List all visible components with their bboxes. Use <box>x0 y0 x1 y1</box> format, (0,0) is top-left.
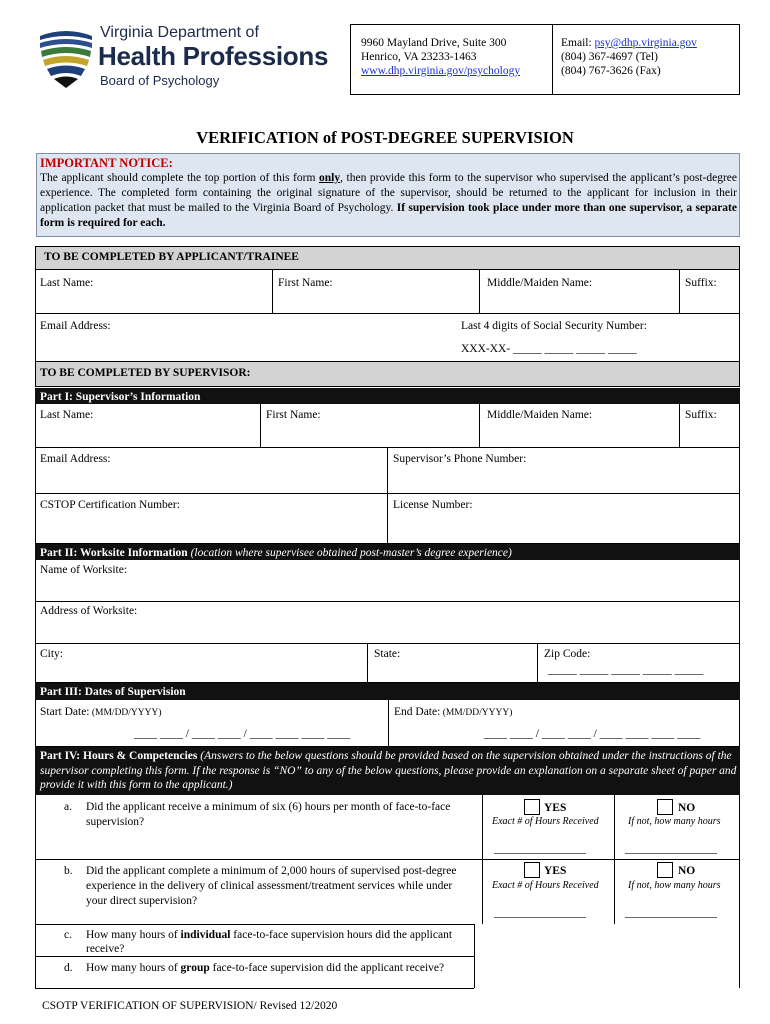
part2-header-note: (location where supervisee obtained post-master’s degree experience) <box>190 547 512 559</box>
contact-fax: (804) 767-3626 (Fax) <box>561 65 661 77</box>
question-a-no-sub: If not, how many hours <box>628 816 721 827</box>
logo-line1: Virginia Department of <box>100 24 259 41</box>
question-c-answer-field[interactable] <box>475 925 739 956</box>
end-date-label: End Date: (MM/DD/YYYY) <box>394 706 513 718</box>
start-date-label: Start Date: (MM/DD/YYYY) <box>40 706 162 718</box>
supervisor-email-field[interactable]: Email Address: <box>40 453 111 465</box>
part2-header: Part II: Worksite Information (location where supervisee obtained post-master’s degree experience) <box>40 547 512 559</box>
part1-header: Part I: Supervisor’s Information <box>40 391 201 403</box>
supervisor-middle-name-field[interactable]: Middle/Maiden Name: <box>487 409 593 421</box>
applicant-middle-name-field[interactable]: Middle/Maiden Name: <box>487 277 593 289</box>
question-a-text: Did the applicant receive a minimum of six (6) hours per month of face-to-face supervision? <box>86 801 451 828</box>
board-website-link[interactable]: www.dhp.virginia.gov/psychology <box>361 65 521 77</box>
worksite-zip-label: Zip Code: <box>544 648 591 660</box>
question-a-hours-field[interactable]: ________________ <box>494 843 586 855</box>
question-a-yes-checkbox[interactable] <box>524 799 540 815</box>
question-a-no-checkbox[interactable] <box>657 799 673 815</box>
question-c-text: How many hours of individual face-to-face supervision hours did the applicant receive? <box>86 929 453 955</box>
question-b-no-label: NO <box>678 865 696 877</box>
dhp-logo-icon <box>36 26 96 90</box>
applicant-email-field[interactable]: Email Address: <box>40 320 111 332</box>
footer-text: CSOTP VERIFICATION OF SUPERVISION/ Revised 12/2020 <box>42 1000 338 1012</box>
question-a-no-label: NO <box>678 802 696 814</box>
contact-tel: (804) 367-4697 (Tel) <box>561 51 658 63</box>
logo-line2: Health Professions <box>98 41 329 71</box>
question-b-yes-sub: Exact # of Hours Received <box>492 880 599 891</box>
notice-heading: IMPORTANT NOTICE: <box>40 156 173 170</box>
question-b-no-sub: If not, how many hours <box>628 880 721 891</box>
applicant-ssn-field[interactable]: XXX-XX- _____ _____ _____ _____ <box>461 343 637 355</box>
contact-block <box>561 36 697 78</box>
board-email-link[interactable]: psy@dhp.virginia.gov <box>594 37 697 49</box>
email-prefix: Email: <box>561 37 595 49</box>
worksite-address-field[interactable]: Address of Worksite: <box>40 605 138 617</box>
supervisor-header-label: TO BE COMPLETED BY SUPERVISOR: <box>40 367 251 379</box>
applicant-first-name-field[interactable]: First Name: <box>278 277 333 289</box>
notice-text: The applicant should complete the top portion of this form only, then provide this form to the supervisor who supervised the applicant’s post-degree experience. The completed form containing the original signature of the supervisor, should be returned to the applicant for inclusion in their application packet that must be mailed to the Virginia Board of Psychology. If supervision took place under more than one supervisor, a separate form is required for each. <box>40 172 737 229</box>
supervisor-suffix-field[interactable]: Suffix: <box>685 409 717 421</box>
part4-header-note: (Answers to the below questions should be provided based on the supervision obtained under the instructions of the supervisor completing this form. If the response is “NO” to any of the below questions, please provide an explanation on a separate sheet of paper and provide it with this form to the applicant.) <box>40 750 737 791</box>
applicant-suffix-field[interactable]: Suffix: <box>685 277 717 289</box>
question-b-hours-field[interactable]: ________________ <box>494 907 586 919</box>
supervisor-first-name-field[interactable]: First Name: <box>266 409 321 421</box>
question-d-text: How many hours of group face-to-face supervision did the applicant receive? <box>86 962 445 974</box>
worksite-city-field[interactable]: City: <box>40 648 64 660</box>
start-date-field[interactable]: ____ ____ / ____ ____ / ____ ____ ____ ____ <box>134 728 351 740</box>
applicant-last-name-field[interactable]: Last Name: <box>40 277 94 289</box>
worksite-name-field[interactable]: Name of Worksite: <box>40 564 128 576</box>
address-block <box>361 36 520 78</box>
supervisor-phone-field[interactable]: Supervisor’s Phone Number: <box>393 453 527 465</box>
question-b-yes-checkbox[interactable] <box>524 862 540 878</box>
worksite-state-field[interactable]: State: <box>374 648 401 660</box>
license-number-field[interactable]: License Number: <box>393 499 473 511</box>
question-d-letter: d. <box>64 962 73 974</box>
address-line1: 9960 Mayland Drive, Suite 300 <box>361 37 507 49</box>
question-a-no-hours-field[interactable]: ________________ <box>625 843 717 855</box>
applicant-header-label: TO BE COMPLETED BY APPLICANT/TRAINEE <box>44 251 299 263</box>
question-b-yes-label: YES <box>544 865 567 877</box>
question-b-letter: b. <box>64 865 73 877</box>
question-a-yes-sub: Exact # of Hours Received <box>492 816 599 827</box>
supervisor-last-name-field[interactable]: Last Name: <box>40 409 94 421</box>
question-b-no-checkbox[interactable] <box>657 862 673 878</box>
question-b-text: Did the applicant complete a minimum of 2,000 hours of supervised post-degree experience in the delivery of clinical assessment/treatment services while under your direct supervision? <box>86 865 457 907</box>
logo <box>36 24 341 92</box>
question-d-answer-field[interactable] <box>475 957 739 988</box>
notice-only: only <box>318 172 341 184</box>
question-a-yes-label: YES <box>544 802 567 814</box>
notice-bold: If supervision took place under more than one supervisor, a separate form is required for each. <box>40 202 737 229</box>
part4-header: Part IV: Hours & Competencies (Answers to the below questions should be provided based on the supervision obtained under the instructions of the supervisor completing this form. If the response is “NO” to any of the below questions, please provide an explanation on a separate sheet of paper and provide it with this form to the applicant.) <box>40 750 737 791</box>
question-c-letter: c. <box>64 929 72 941</box>
cstop-number-field[interactable]: CSTOP Certification Number: <box>40 499 180 511</box>
worksite-zip-field[interactable]: _____ _____ _____ _____ _____ <box>548 664 704 676</box>
logo-line3: Board of Psychology <box>100 73 220 88</box>
part3-header: Part III: Dates of Supervision <box>40 686 186 698</box>
question-b-no-hours-field[interactable]: ________________ <box>625 907 717 919</box>
question-a-letter: a. <box>64 801 72 813</box>
applicant-ssn-label: Last 4 digits of Social Security Number: <box>461 320 647 332</box>
address-line2: Henrico, VA 23233-1463 <box>361 51 477 63</box>
form-title: VERIFICATION of POST-DEGREE SUPERVISION <box>196 128 574 147</box>
end-date-field[interactable]: ____ ____ / ____ ____ / ____ ____ ____ ____ <box>484 728 701 740</box>
